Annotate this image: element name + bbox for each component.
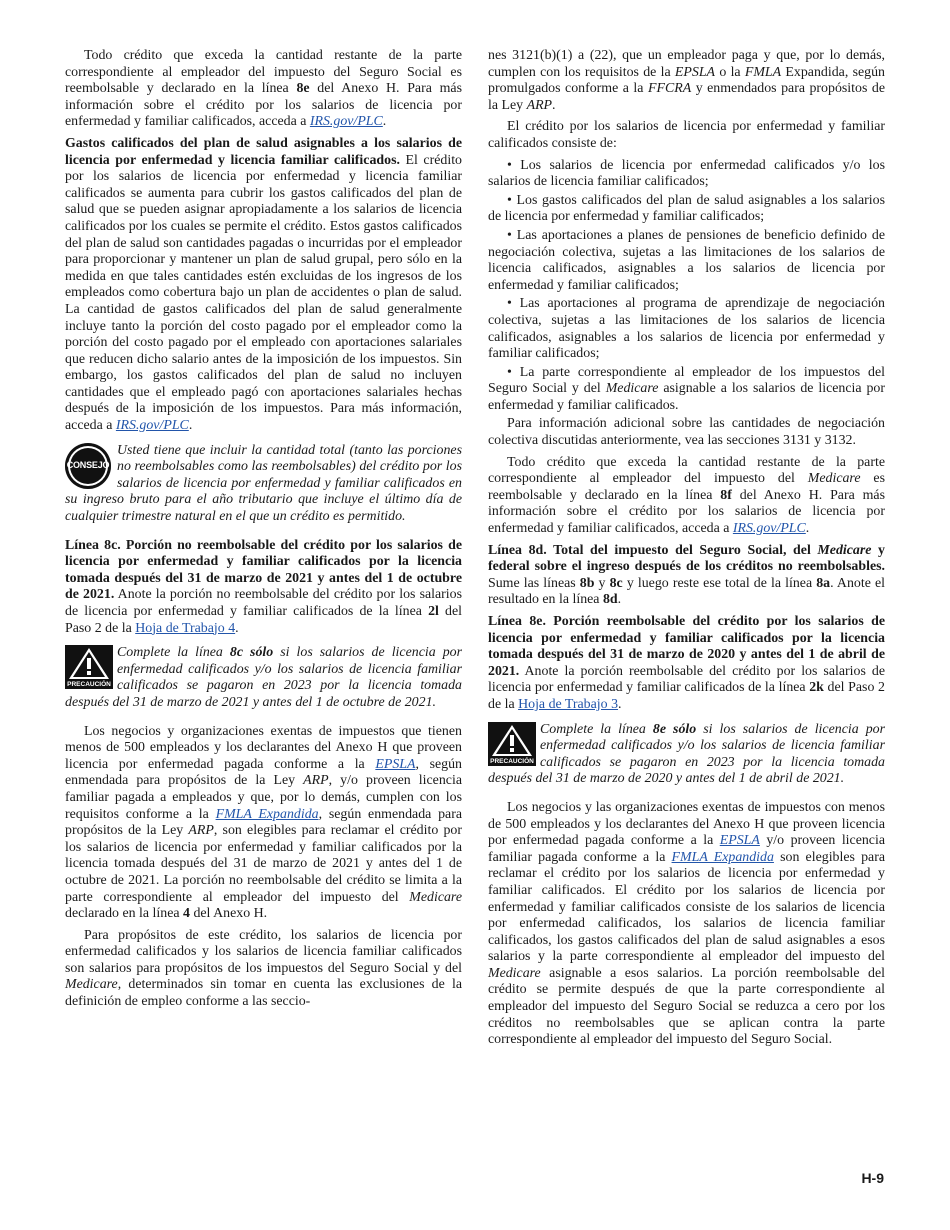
worksheet-4-link[interactable]: Hoja de Trabajo 4 — [135, 620, 236, 636]
caution-note: PRECAUCIÓN Complete la línea 8e sólo si los salarios de licencia por enfermedad calificados y/o los salarios de licencia familiar calificados se pagaron en 2023 por la licencia tomada después del 31 de marzo de 2020 y antes del 1 de abril de 2021. — [488, 721, 885, 787]
right-paragraph-line-8d: Línea 8d. Total del impuesto del Seguro Social, del Medicare y federal sobre el ingreso después de los créditos no reembolsables. Sume las líneas 8b y 8c y luego reste ese total de la línea 8a. Anote el resultado en la línea 8d. — [488, 542, 886, 608]
right-paragraph-medicare-excess: Todo crédito que exceda la cantidad restante de la parte correspondiente al empleador del impuesto del Medicare es reembolsable y declarado en la línea 8f del Anexo H. Para más información sobre el crédito por los salarios de licencia por enfermedad y familiar calificados, acceda a IRS.gov/PLC. — [488, 454, 885, 537]
epsla-link[interactable]: EPSLA — [719, 833, 760, 849]
list-item: • Los gastos calificados del plan de salud asignables a los salarios de licencia por enfermedad y familiar calificados; — [488, 192, 885, 225]
right-column — [488, 48, 885, 1054]
section-heading: Gastos calificados del plan de salud asignables a los salarios de licencia por enfermedad y licencia familiar calificados. — [65, 135, 462, 168]
section-heading: Línea 8e. Porción reembolsable del crédito por los salarios de licencia por enfermedad y familiar calificados por la licencia tomada después del 31 de marzo de 2020 y antes del 1 de abril de 2021. — [488, 614, 885, 679]
right-paragraph-consists: El crédito por los salarios de licencia por enfermedad y familiar calificados consiste de: — [488, 119, 885, 151]
left-column — [65, 48, 462, 1016]
right-paragraph-businesses: Los negocios y las organizaciones exentas de impuestos con menos de 500 empleados y los declarantes del Anexo H que proveen licencia por enfermedad pagada conforme a la EPSLA y/o proveen licencia familiar pagada conforme a la FMLA Expandida son elegibles para reclamar el crédito por los salarios de licencia por enfermedad y familiar calificados. El crédito por los salarios de licencia por enfermedad y familiar calificados consiste de los salarios de licencia por enfermedad calificados, los salarios de licencia familiar calificados, los gastos calificados del plan de salud asignables a esos salarios y la parte correspondiente al empleador del impuesto del Medicare asignable a esos salarios. La porción reembolsable del crédito se permite después de que la parte correspondiente al empleador del impuesto del Seguro Social se reduzca a cero por los créditos no reembolsables que se aplican contra la parte correspondiente al empleador del impuesto del Seguro Social. — [488, 799, 886, 1048]
right-paragraph-line-8e: Línea 8e. Porción reembolsable del crédito por los salarios de licencia por enfermedad y familiar calificados por la licencia tomada después del 31 de marzo de 2020 y antes del 1 de abril de 2021. Anote la porción reembolsable del crédito por los salarios de licencia por enfermedad y familiar calificados de la línea 2k del Paso 2 de la Hoja de Trabajo 3. — [488, 614, 885, 712]
right-paragraph-additional-info: Para información adicional sobre las cantidades de negociación colectiva discutidas anteriormente, vea las secciones 3131 y 3132. — [488, 416, 885, 449]
section-heading: Línea 8d. Total del impuesto del Seguro Social, del Medicare y federal sobre el ingreso después de los créditos no reembolsables. — [488, 542, 885, 575]
fmla-expandida-link[interactable]: FMLA Expandida — [671, 849, 774, 865]
list-item: • Las aportaciones a planes de pensiones de beneficio definido de negociación colectiva, sujetas a las limitaciones de los salarios de licencia calificados, asignables a los salarios de licencia por enfermedad y familiar calificados; — [488, 227, 885, 293]
irs-plc-link[interactable]: IRS.gov/PLC — [115, 418, 189, 434]
fmla-expandida-link[interactable]: FMLA Expandida — [215, 806, 319, 822]
irs-plc-link[interactable]: IRS.gov/PLC — [309, 114, 383, 130]
list-item: • Las aportaciones al programa de aprendizaje de negociación colectiva, sujetas a las limitaciones de los salarios de licencia calificados, asignables a los salarios de licencia por enfermedad y familiar calificados; — [488, 296, 885, 362]
tip-note: CONSEJO Usted tiene que incluir la cantidad total (tanto las porciones no reembolsables como las reembolsables) del crédito por los salarios de licencia por enfermedad y familiar calificados en su ingreso bruto para el año tributario que incluye el último día de cualquier trimestre natural en el que un crédito es permitido. — [65, 442, 462, 525]
caution-note: PRECAUCIÓN Complete la línea 8c sólo si los salarios de licencia por enfermedad calificados y/o los salarios de licencia familiar calificados se pagaron en 2023 por la licencia tomada después del 31 de marzo de 2021 y antes del 1 de octubre de 2021. — [65, 645, 462, 710]
section-heading: Línea 8c. Porción no reembolsable del crédito por los salarios de licencia por enfermedad y familiar calificados por la licencia tomada después del 31 de marzo de 2021 y antes del 1 de octubre de 2021. — [65, 537, 462, 603]
left-paragraph-purposes: Para propósitos de este crédito, los salarios de licencia por enfermedad calificados y los salarios de licencia familiar calificados son salarios para propósitos de los impuestos del Seguro Social y del Medicare, determinados sin tomar en cuenta las exclusiones de la definición de empleo conforme a las seccio- — [65, 927, 462, 1010]
list-item: • Los salarios de licencia por enfermedad calificados y/o los salarios de licencia familiar calificados; — [488, 157, 885, 190]
page-number: H-9 — [861, 1170, 884, 1186]
caution-warning-icon: PRECAUCIÓN — [488, 722, 536, 766]
irs-plc-link[interactable]: IRS.gov/PLC — [732, 521, 806, 537]
caution-warning-icon: PRECAUCIÓN — [65, 645, 113, 689]
worksheet-3-link[interactable]: Hoja de Trabajo 3 — [518, 696, 619, 712]
left-paragraph-line-8c: Línea 8c. Porción no reembolsable del crédito por los salarios de licencia por enfermedad y familiar calificados por la licencia tomada después del 31 de marzo de 2021 y antes del 1 de octubre de 2021. Anote la porción no reembolsable del crédito por los salarios de licencia por enfermedad y familiar calificados de la línea 2l del Paso 2 de la Hoja de Trabajo 4. — [65, 537, 462, 636]
list-item: • La parte correspondiente al empleador de los impuestos del Seguro Social y del Medicare asignable a los salarios de licencia por enfermedad y familiar calificados. — [488, 364, 885, 413]
left-paragraph-1: Todo crédito que exceda la cantidad restante de la parte correspondiente al empleador del impuesto del Seguro Social es reembolsable y declarado en la línea 8e del Anexo H. Para más información sobre el crédito por los salarios de licencia por enfermedad y familiar calificados, acceda a IRS.gov/PLC. — [65, 48, 462, 130]
left-paragraph-health-plan: Gastos calificados del plan de salud asignables a los salarios de licencia por enfermedad y licencia familiar calificados. El crédito por los salarios de licencia por enfermedad y licencia familiar calificados se aumenta para cubrir los gastos calificados del plan de salud que se pueden asignar apropiadamente a los salarios de licencia calificados por los cuales se permite el crédito. Estos gastos calificados del plan de salud son cantidades pagadas o incurridas por el empleador para proporcionar y mantener un plan de salud grupal, pero sólo en la medida en que tales cantidades estén excluidas de los ingresos de los empleados como cobertura bajo un plan de accidentes o plan de salud. La cantidad de gastos calificados del plan de salud generalmente incluye tanto la porción del costo pagado por el empleador como la porción del costo pagado por el empleado con aportaciones salariales que reducen dicho salario antes de la imposición de los impuestos. Sin embargo, los gastos calificados del plan de salud no incluyen cantidades que el empleado pagó con aportaciones salariales hechas después de la imposición de los impuestos. Para más información, acceda a IRS.gov/PLC. — [65, 135, 462, 434]
left-paragraph-businesses: Los negocios y organizaciones exentas de impuestos que tienen menos de 500 empleados y los declarantes del Anexo H que proveen licencia por enfermedad pagada conforme a la EPSLA, según enmendada para propósitos de la Ley ARP, y/o proveen licencia familiar pagada a empleados y que, por lo demás, cumplen con los requisitos conforme a la FMLA Expandida, según enmendada para propósitos de la Ley ARP, son elegibles para reclamar el crédito por los salarios de licencia por enfermedad y familiar calificados por la licencia tomada después del 31 de marzo de 2021 y antes del 1 de octubre de 2021. La porción no reembolsable del crédito se limita a la parte correspondiente al empleador del impuesto del Medicare declarado en la línea 4 del Anexo H. — [65, 723, 463, 922]
consejo-icon: CONSEJO — [65, 443, 113, 487]
right-paragraph-1: nes 3121(b)(1) a (22), que un empleador paga y que, por lo demás, cumplen con los requisitos de la EPSLA o la FMLA Expandida, según promulgados conforme a la FFCRA y enmendados para propósitos de la Ley ARP. — [488, 48, 885, 113]
epsla-link[interactable]: EPSLA — [375, 756, 416, 772]
